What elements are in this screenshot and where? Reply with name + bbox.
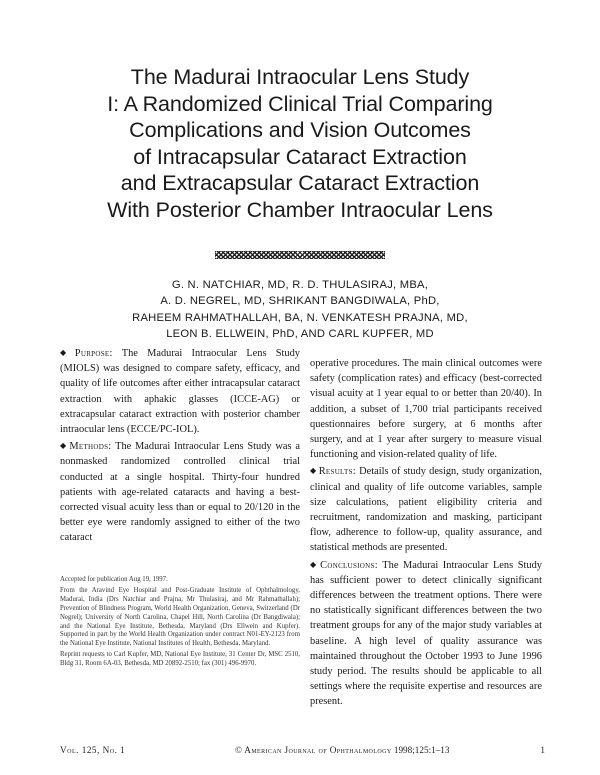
- copyright-symbol: ©: [235, 745, 242, 755]
- section-text: The Madurai Intraocular Lens Study was a nonmasked randomized controlled clinical trial conducted at a single hospital. Thirty-four hundred patients with age-related cataracts and having a best-corrected visual acuity less than or equal to 20/120 in the better eye were randomly assigned to either of the two cataract: [60, 441, 300, 544]
- section-label: Conclusions:: [320, 559, 378, 571]
- author-line: RAHEEM RAHMATHALLAH, BA, N. VENKATESH PRAJNA, MD,: [132, 311, 468, 324]
- author-line: LEON B. ELLWEIN, PhD, AND CARL KUPFER, MD: [166, 327, 434, 340]
- diamond-bullet-icon: ◆: [60, 348, 73, 357]
- diamond-bullet-icon: ◆: [310, 466, 317, 476]
- footer-journal-citation: [235, 744, 450, 756]
- footnote-accepted: Accepted for publication Aug 19, 1997.: [60, 576, 168, 583]
- footer-volume: Vol. 125, No. 1: [60, 745, 126, 755]
- footer-page-number: 1: [540, 745, 545, 755]
- title-line: The Madurai Intraocular Lens Study: [130, 65, 470, 89]
- author-list: [40, 277, 560, 342]
- footer-journal-name: American Journal of Ophthalmology: [244, 745, 392, 755]
- section-text: operative procedures. The main clinical outcomes were safety (complication rates) and efficacy (best-corrected visual acuity at 1 year equal to or better than 20/40). In addition, a subset of 1,700 trial participants received questionnaires before surgery, at 6 months after surgery, and at 1 year after surgery to measure visual functioning and vision-related quality of life.: [310, 358, 542, 461]
- footer-year-pages: 1998;125:1–13: [393, 745, 450, 755]
- abstract-methods: [60, 438, 300, 545]
- footnote-reprints: Reprint requests to Carl Kupfer, MD, National Eye Institute, 31 Center Dr, MSC 2510, Bldg 31, Room 6A-03, Bethesda, MD 20892-2510; fax (301) 496-9970.: [60, 651, 300, 668]
- section-label: Results:: [318, 466, 356, 478]
- section-label: Methods:: [69, 441, 112, 453]
- section-text: Details of study design, study organization, clinical and quality of life outcome variables, sample size calculations, patient eligibility criteria and recruitment, randomization and masking, participant flow, adherence to follow-up, quality assurance, and statistical methods are presented.: [310, 466, 542, 554]
- abstract-purpose: [60, 345, 300, 437]
- section-text: The Madurai Intraocular Lens Study has sufficient power to detect clinically significant differences between the treatment options. There were no statistically significant differences between the two treatment groups for any of the major study variables at baseline. A high level of quality assurance was maintained throughout the October 1993 to June 1996 study period. The results should be applicable to all settings where the requisite expertise and resources are present.: [310, 559, 542, 708]
- footnote-affiliations: From the Aravind Eye Hospital and Post-Graduate Institute of Ophthalmology, Madurai, India (Drs Natchiar and Prajna, Mr Thulasiraj, and Mr Rahmathallah); Prevention of Blindness Program, World Health Organization, Geneva, Switzerland (Dr Negrel); University of North Carolina, Chapel Hill, North Carolina (Dr Bangdiwala); and the National Eye Institute, Bethesda, Maryland (Drs Ellwein and Kupfer). Supported in part by the World Health Organization under contract N01-EY-2123 from the National Eye Institute, National Institutes of Health, Bethesda, Maryland.: [60, 586, 300, 648]
- author-line: G. N. NATCHIAR, MD, R. D. THULASIRAJ, MBA,: [171, 279, 429, 291]
- abstract-results: [310, 463, 542, 555]
- diamond-bullet-icon: ◆: [310, 559, 319, 569]
- title-line: I: A Randomized Clinical Trial Comparing: [107, 91, 493, 116]
- diamond-bullet-icon: ◆: [60, 441, 68, 451]
- title-line: Complications and Vision Outcomes: [129, 118, 471, 143]
- abstract-conclusions: [310, 557, 542, 710]
- section-label: Purpose:: [74, 348, 113, 359]
- section-text: The Madurai Intraocular Lens Study (MIOLS) was designed to compare safety, efficacy, and quality of life outcomes after either intracapsular cataract extraction with aphakic glasses (ICCE-AG) or extracapsular cataract extraction with posterior chamber intraocular lens (ECCE/PC-IOL).: [60, 348, 300, 436]
- abstract-right-column: [310, 356, 542, 711]
- title-line: of Intracapsular Cataract Extraction: [133, 144, 467, 169]
- title-line: and Extracapsular Cataract Extraction: [120, 171, 480, 196]
- decorative-ornament-divider: [215, 251, 385, 259]
- abstract-left-column: [60, 345, 300, 547]
- author-line: A. D. NEGREL, MD, SHRIKANT BANGDIWALA, PhD,: [160, 295, 440, 308]
- abstract-methods-continued: [310, 356, 542, 462]
- article-footnotes: [60, 576, 300, 671]
- article-title: [40, 64, 560, 224]
- title-line: With Posterior Chamber Intraocular Lens: [107, 197, 493, 222]
